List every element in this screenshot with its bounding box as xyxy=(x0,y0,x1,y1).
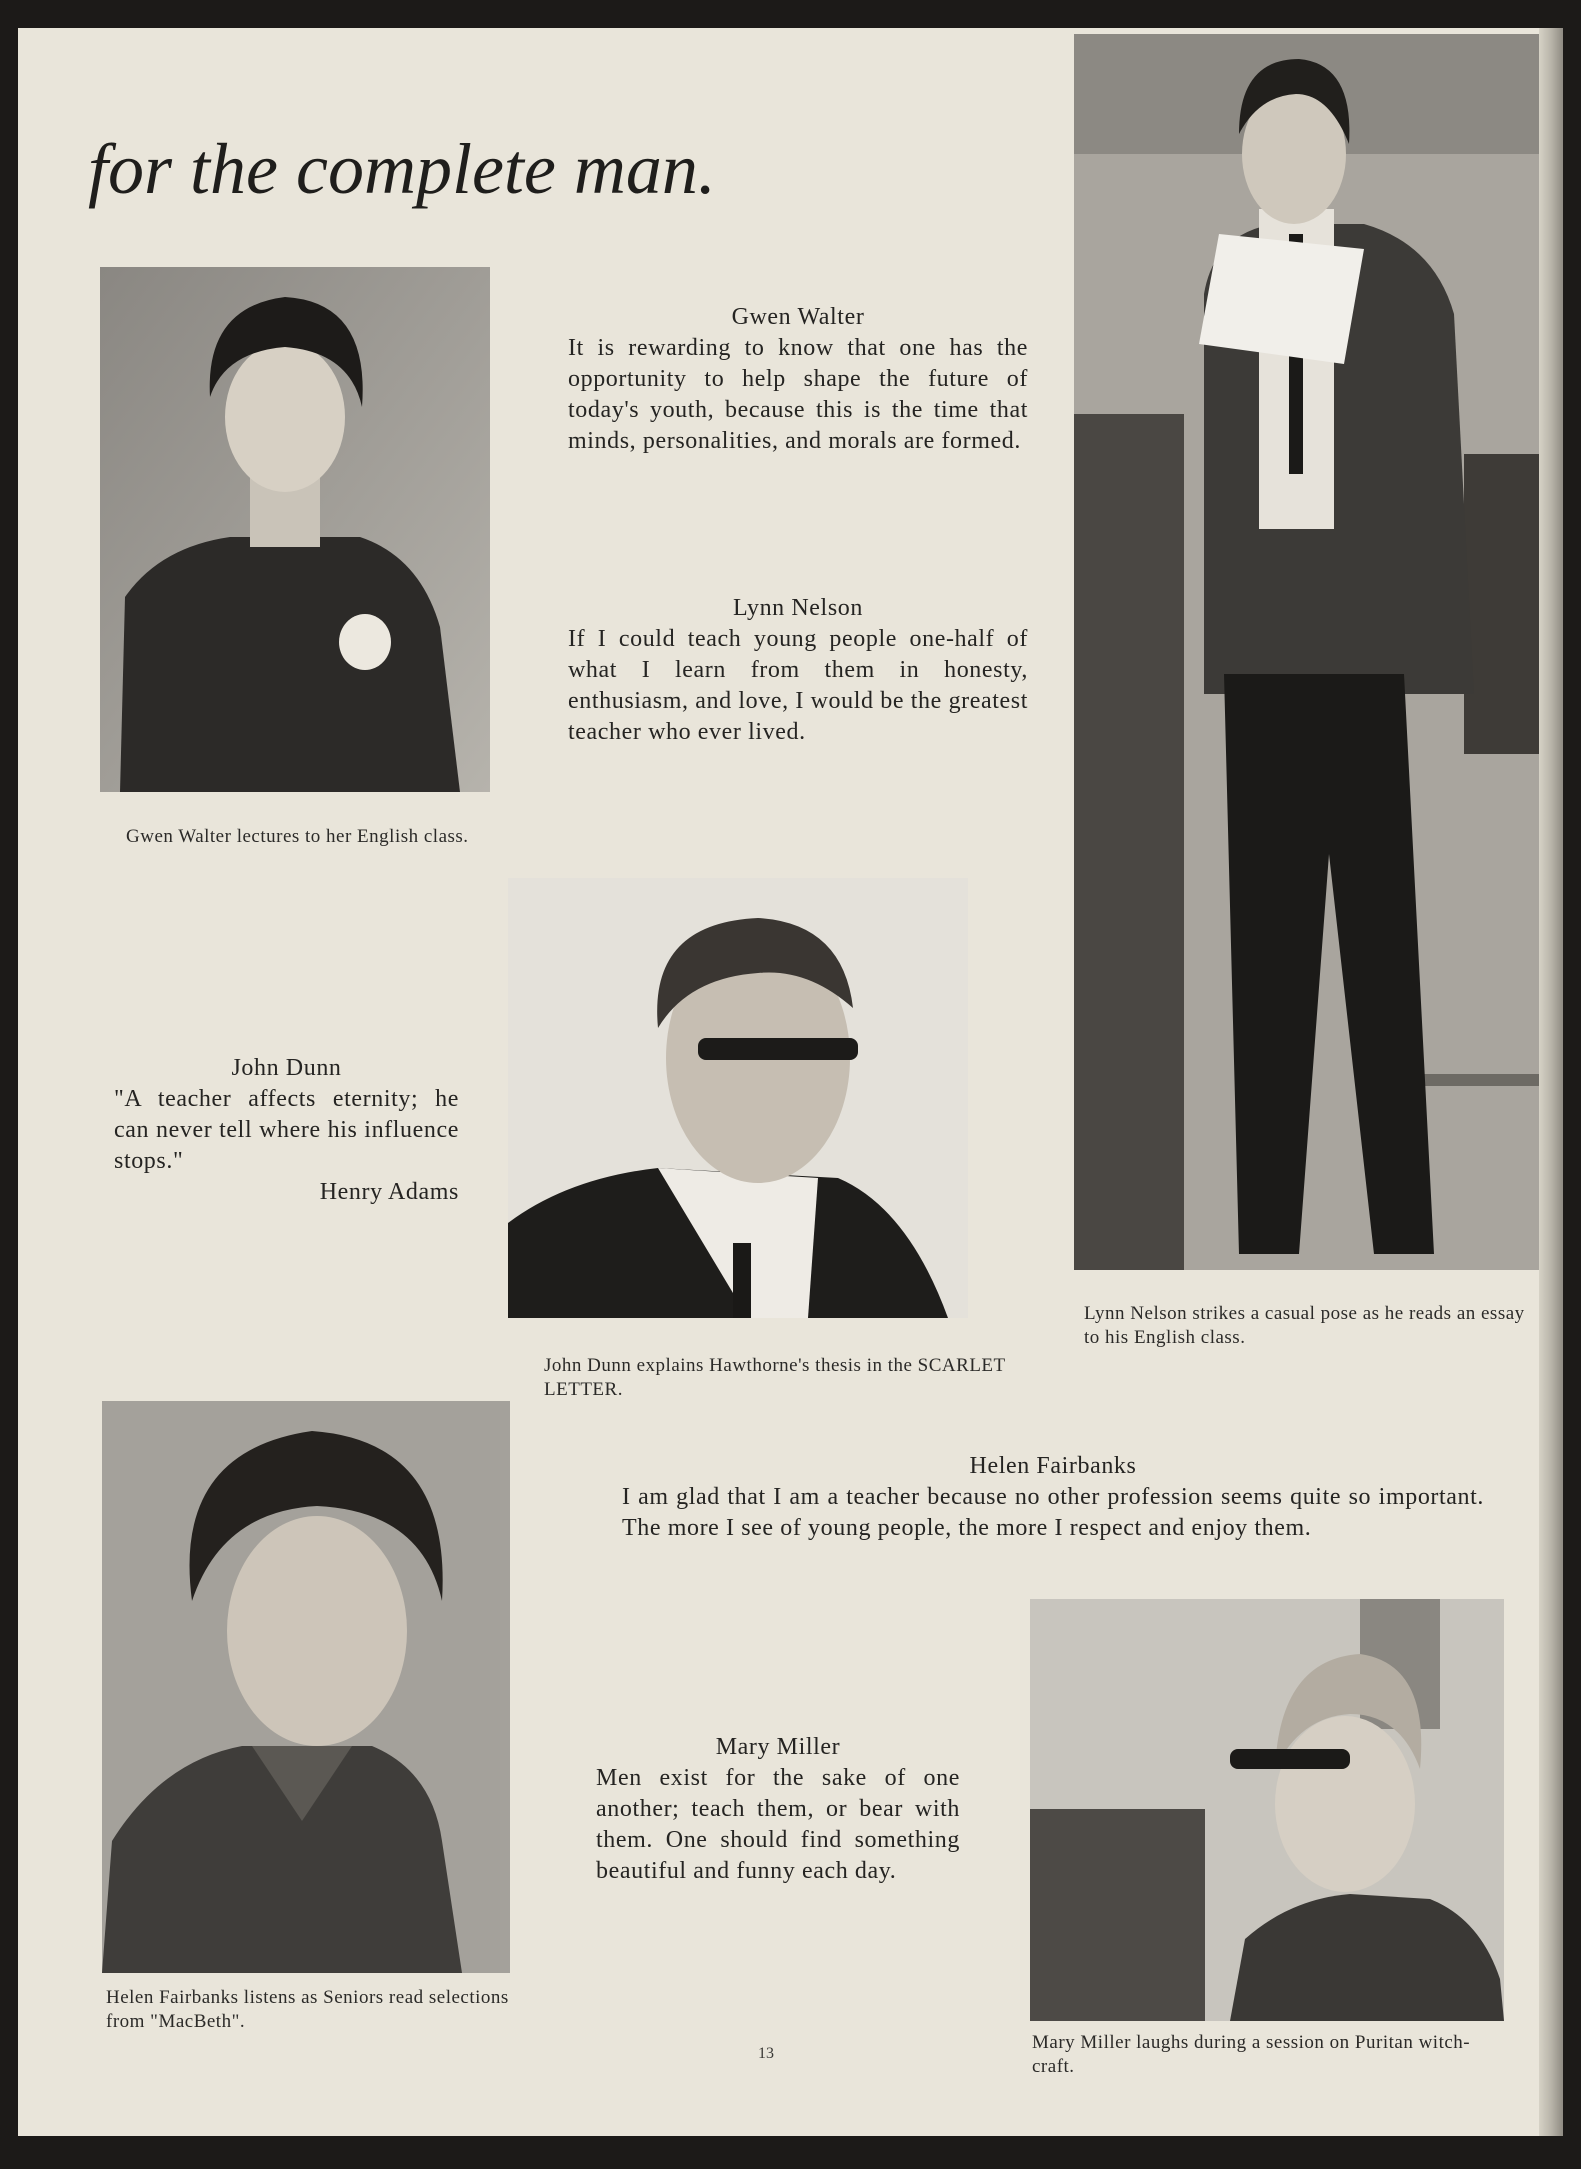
gwen-walter-quote xyxy=(568,302,1028,457)
mary-miller-photo xyxy=(1030,1599,1504,2021)
page-headline: for the complete man. xyxy=(88,129,716,209)
helen-fairbanks-quote-text: I am glad that I am a teacher because no other profession seems quite so important. The more I see of young people, the more I respect and enjoy them. xyxy=(622,1484,1484,1541)
lynn-nelson-quote xyxy=(568,593,1028,748)
helen-fairbanks-caption: Helen Fairbanks listens as Seniors read selections from "MacBeth". xyxy=(106,1987,509,2032)
john-dunn-name: John Dunn xyxy=(231,1055,342,1081)
lynn-nelson-quote-text: If I could teach young people one-half of what I learn from them in honesty, enthusiasm, and love, I would be the greatest teacher who ever lived. xyxy=(568,626,1028,745)
gwen-walter-photo xyxy=(100,267,490,792)
helen-fairbanks-quote xyxy=(622,1451,1484,1544)
john-dunn-photo xyxy=(508,878,968,1318)
lynn-nelson-name: Lynn Nelson xyxy=(733,595,863,621)
gwen-walter-quote-text: It is rewarding to know that one has the opportunity to help shape the future of today's youth, because this is the time that minds, personalities, and morals are formed. xyxy=(568,335,1028,454)
mary-miller-quote xyxy=(596,1732,960,1887)
john-dunn-quote xyxy=(114,1053,459,1208)
binding-gutter xyxy=(1539,28,1563,2136)
john-dunn-quote-text: "A teacher affects eternity; he can never tell where his influence stops." xyxy=(114,1086,459,1174)
lynn-nelson-caption: Lynn Nelson strikes a casual pose as he reads an essay to his English class. xyxy=(1084,1303,1525,1348)
page-number: 13 xyxy=(758,2045,774,2062)
helen-fairbanks-name: Helen Fairbanks xyxy=(969,1453,1137,1479)
mary-miller-name: Mary Miller xyxy=(715,1734,841,1760)
scan-edge xyxy=(0,2136,1581,2169)
mary-miller-quote-text: Men exist for the sake of one another; teach them, or bear with them. One should find something beautiful and funny each day. xyxy=(596,1765,960,1884)
yearbook-page xyxy=(18,28,1563,2136)
john-dunn-attribution: Henry Adams xyxy=(319,1179,459,1205)
helen-fairbanks-photo xyxy=(102,1401,510,1973)
lynn-nelson-photo xyxy=(1074,34,1558,1270)
mary-miller-caption: Mary Miller laughs during a session on Puritan witch-craft. xyxy=(1032,2032,1471,2077)
john-dunn-caption: John Dunn explains Hawthorne's thesis in the SCARLET LETTER. xyxy=(544,1355,1006,1400)
gwen-walter-caption: Gwen Walter lectures to her English class. xyxy=(126,826,469,847)
gwen-walter-name: Gwen Walter xyxy=(731,304,865,330)
